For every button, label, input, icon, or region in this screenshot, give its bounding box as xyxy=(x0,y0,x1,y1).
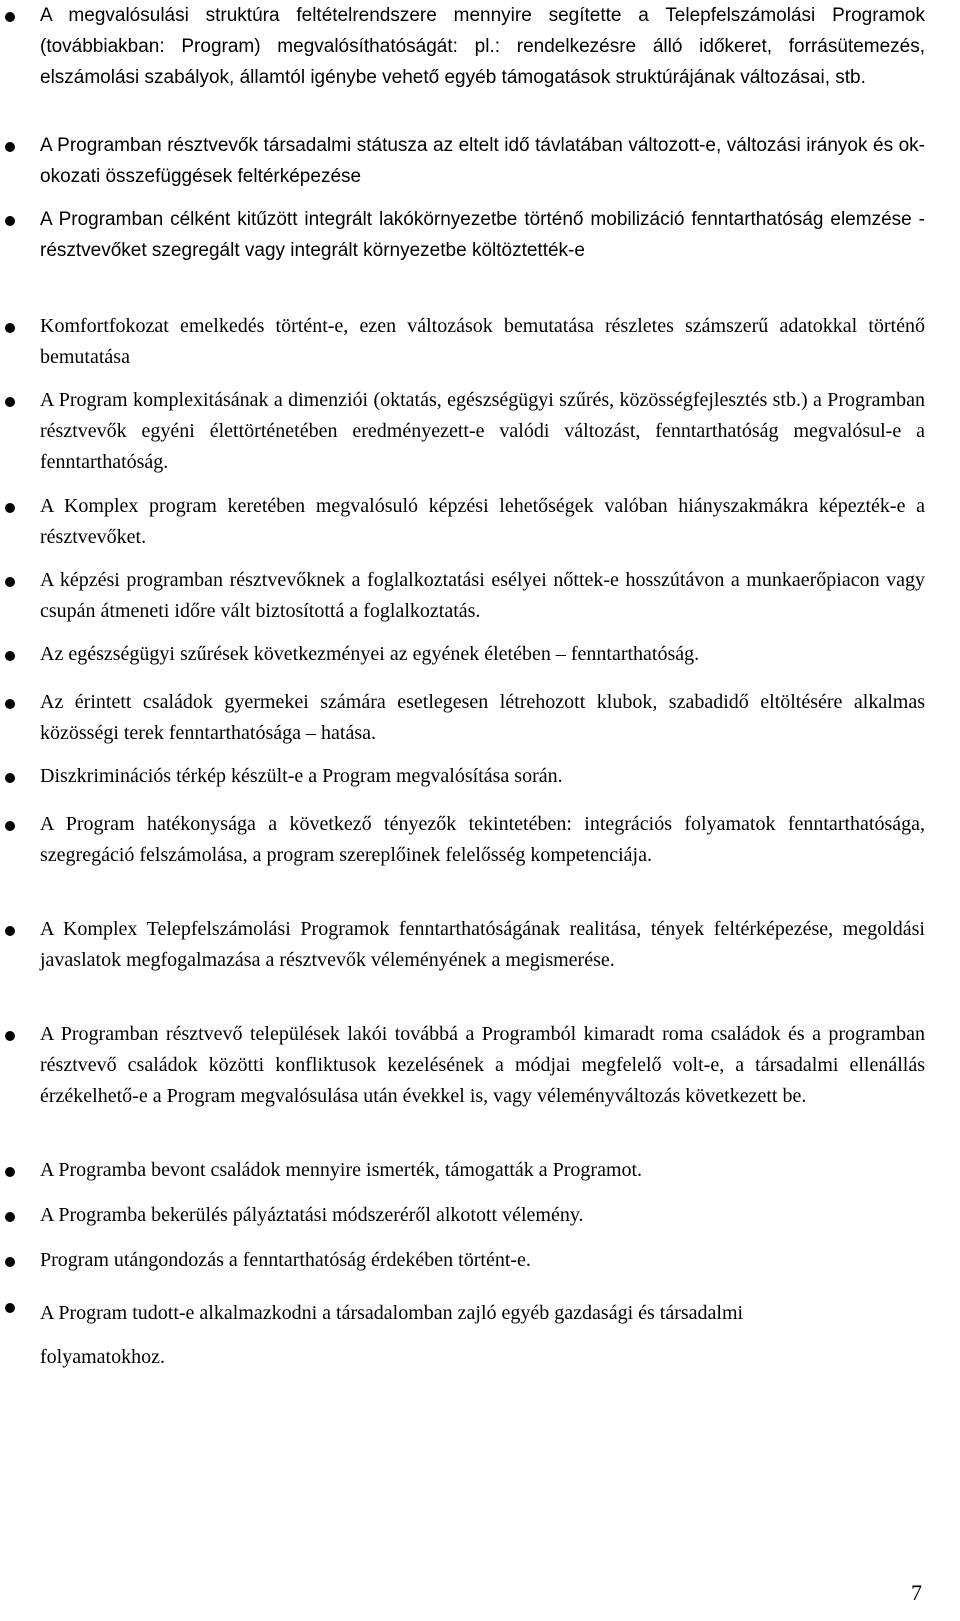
list-item-text: Program utángondozás a fenntarthatóság érdekében történt-e. xyxy=(40,1249,531,1271)
list-item-text: A Komplex program keretében megvalósuló képzési lehetőségek valóban hiányszakmákra képezték-e a résztvevőket. xyxy=(40,495,925,548)
bullet-dot-icon xyxy=(5,1303,15,1313)
list-item-text: A képzési programban résztvevőknek a foglalkoztatási esélyei nőttek-e hosszútávon a munkaerőpiacon vagy csupán átmeneti időre vált biztosítottá a foglalkoztatás. xyxy=(40,569,925,622)
bullet-dot-icon xyxy=(5,773,15,783)
bullet-dot-icon xyxy=(5,651,15,661)
list-item-text: Az érintett családok gyermekei számára esetlegesen létrehozott klubok, szabadidő eltöltésére alkalmas közösségi terek fenntarthatósága – hatása. xyxy=(40,691,925,744)
bullet-dot-icon xyxy=(5,1257,15,1267)
list-item-text: A Program komplexitásának a dimenziói (oktatás, egészségügyi szűrés, közösségfejlesztés stb.) a Programban résztvevők egyéni élettörténetében eredményezett-e valódi változást, fenntarthatóság megvalósul-e a fenntarthatóság. xyxy=(40,389,925,473)
list-item-text: Komfortfokozat emelkedés történt-e, ezen változások bemutatása részletes számszerű adatokkal történő bemutatása xyxy=(40,315,925,368)
list-item-text: A Programba bekerülés pályáztatási módszeréről alkotott vélemény. xyxy=(40,1204,584,1226)
bullet-dot-icon xyxy=(5,397,15,407)
list-item-text: A Programban célként kitűzött integrált lakókörnyezetbe történő mobilizáció fenntarthatóság elemzése - résztvevőket szegregált vagy integrált környezetbe költöztették-e xyxy=(40,209,925,261)
bullet-dot-icon xyxy=(5,12,15,22)
bullet-dot-icon xyxy=(5,1167,15,1177)
bullet-dot-icon xyxy=(5,1212,15,1222)
list-item-text: A Program tudott-e alkalmazkodni a társadalomban zajló egyéb gazdasági és társadalmi folyamatokhoz. xyxy=(40,1302,744,1368)
bullet-dot-icon xyxy=(5,821,15,831)
list-item-text: A Program hatékonysága a következő tényezők tekintetében: integrációs folyamatok fenntarthatósága, szegregáció felszámolása, a program szereplőinek felelősség kompetenciája. xyxy=(40,813,925,866)
bullet-dot-icon xyxy=(5,323,15,333)
page-number: 7 xyxy=(911,1580,922,1605)
list-item-text: A Programban résztvevők társadalmi státusza az eltelt idő távlatában változott-e, változási irányok és ok-okozati összefüggések feltérképezése xyxy=(40,135,925,187)
bullet-dot-icon xyxy=(5,1031,15,1041)
list-item-text: Diszkriminációs térkép készült-e a Program megvalósítása során. xyxy=(40,765,563,787)
bullet-dot-icon xyxy=(5,926,15,936)
list-item-text: A Programban résztvevő települések lakói továbbá a Programból kimaradt roma családok és a programban résztvevő családok közötti konfliktusok kezelésének a módjai megfelelő volt-e, a társadalmi ellenállás érzékelhető-e a Program megvalósulása után évekkel is, vagy véleményváltozás következett be. xyxy=(40,1023,925,1107)
list-item-text: Az egészségügyi szűrések következményei az egyének életében – fenntarthatóság. xyxy=(40,643,700,665)
bullet-dot-icon xyxy=(5,503,15,513)
list-item-text: A Programba bevont családok mennyire ismerték, támogatták a Programot. xyxy=(40,1159,643,1181)
list-item-text: A Komplex Telepfelszámolási Programok fenntarthatóságának realitása, tények feltérképezése, megoldási javaslatok megfogalmazása a résztvevők véleményének a megismerése. xyxy=(40,918,925,971)
bullet-dot-icon xyxy=(5,142,15,152)
bullet-dot-icon xyxy=(5,216,15,226)
bullet-dot-icon xyxy=(5,699,15,709)
bullet-dot-icon xyxy=(5,577,15,587)
list-item-text: A megvalósulási struktúra feltételrendszere mennyire segítette a Telepfelszámolási Programok (továbbiakban: Program) megvalósíthatóságát: pl.: rendelkezésre álló időkeret, forrásütemezés, elszámolási szabályok, államtól igénybe vehető egyéb támogatások struktúrájának változásai, stb. xyxy=(40,5,925,88)
